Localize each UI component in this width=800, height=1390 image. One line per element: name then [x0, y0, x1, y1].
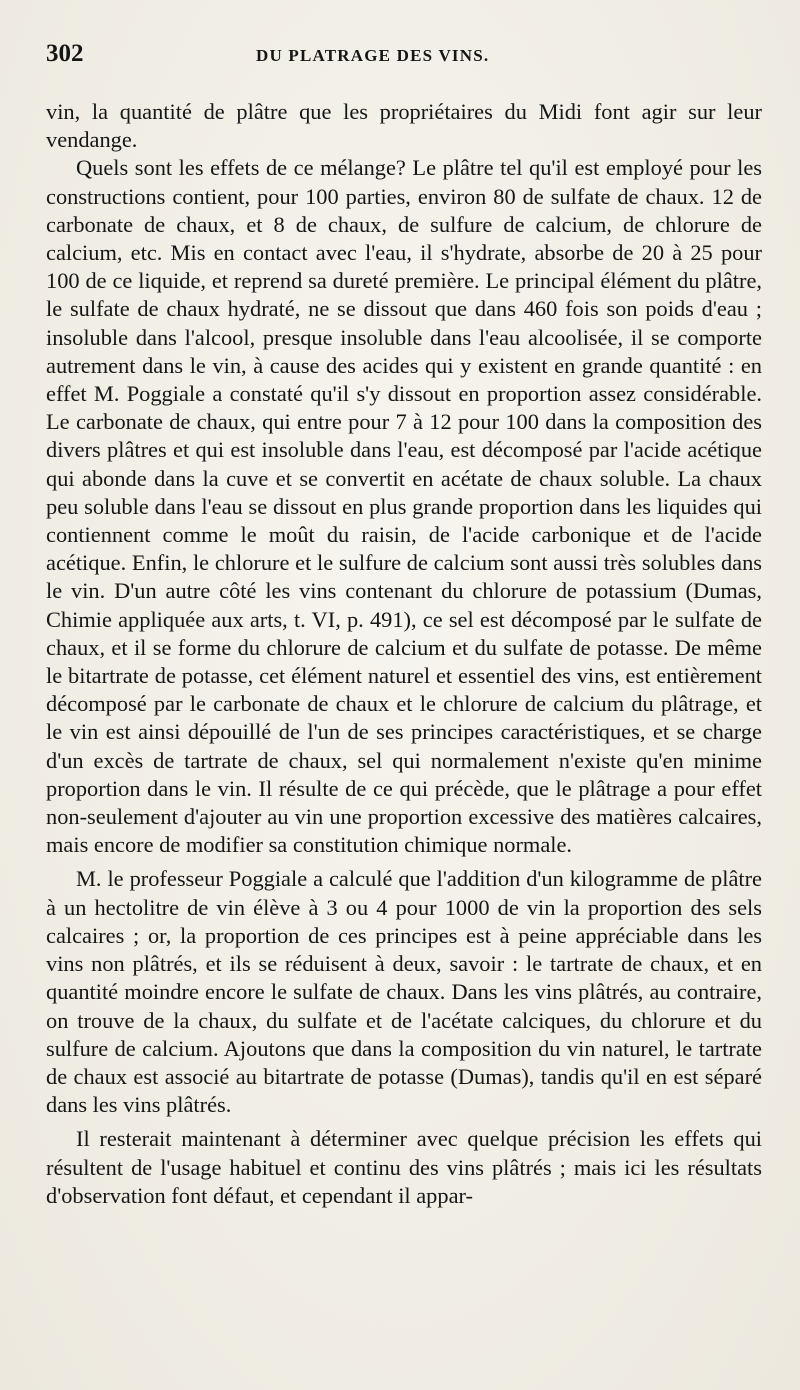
page-header: [46, 40, 762, 80]
paragraph-poggiale: M. le professeur Poggiale a calculé que l'addition d'un kilogramme de plâtre à un hectolitre de vin élève à 3 ou 4 pour 1000 de vin la proportion des sels calcaires ; or, la proportion de ces principes est à peine appréciable dans les vins non plâtrés, et ils se réduisent à deux, savoir : le tartrate de chaux, et en quantité moindre encore le sulfate de chaux. Dans les vins plâtrés, au contraire, on trouve de la chaux, du sulfate et de l'acétate calciques, du chlorure et du sulfure de calcium. Ajoutons que dans la composition du vin naturel, le tartrate de chaux est associé au bitartrate de potasse (Dumas), tandis qu'il en est séparé dans les vins plâtrés.: [46, 866, 762, 1118]
paragraph-continuation: vin, la quantité de plâtre que les propriétaires du Midi font agir sur leur vendange.: [46, 99, 762, 153]
paragraph-conclusion: Il resterait maintenant à déterminer avec quelque précision les effets qui résultent de l'usage habituel et continu des vins plâtrés ; mais ici les résultats d'observation font défaut, et cependant il appar-: [46, 1126, 762, 1208]
running-head: DU PLATRAGE DES VINS.: [256, 46, 490, 65]
page-number: 302: [46, 40, 84, 67]
body-text: [46, 98, 762, 1210]
paragraph-effects: Quels sont les effets de ce mélange? Le plâtre tel qu'il est employé pour les constructions contient, pour 100 parties, environ 80 de sulfate de chaux. 12 de carbonate de chaux, et 8 de chaux, de sulfure de calcium, de chlorure de calcium, etc. Mis en contact avec l'eau, il s'hydrate, absorbe de 20 à 25 pour 100 de ce liquide, et reprend sa dureté première. Le principal élément du plâtre, le sulfate de chaux hydraté, ne se dissout que dans 460 fois son poids d'eau ; insoluble dans l'alcool, presque insoluble dans l'eau alcoolisée, il se comporte autrement dans le vin, à cause des acides qui y existent en grande quantité : en effet M. Poggiale a constaté qu'il s'y dissout en proportion assez considérable. Le carbonate de chaux, qui entre pour 7 à 12 pour 100 dans la composition des divers plâtres et qui est insoluble dans l'eau, est décomposé par l'acide acétique qui abonde dans la cuve et se convertit en acétate de chaux soluble. La chaux peu soluble dans l'eau se dissout en plus grande proportion dans les liquides qui contiennent comme le moût du raisin, de l'acide carbonique et de l'acide acétique. Enfin, le chlorure et le sulfure de calcium sont aussi très solubles dans le vin. D'un autre côté les vins contenant du chlorure de potassium (Dumas, Chimie appliquée aux arts, t. VI, p. 491), ce sel est décomposé par le sulfate de chaux, et il se forme du chlorure de calcium et du sulfate de potasse. De même le bitartrate de potasse, cet élément naturel et essentiel des vins, est entièrement décomposé par le carbonate de chaux et le chlorure de calcium du plâtrage, et le vin est ainsi dépouillé de l'un de ses principes caractéristiques, et se charge d'un excès de tartrate de chaux, sel qui normalement n'existe qu'en minime proportion dans le vin. Il résulte de ce qui précède, que le plâtrage a pour effet non-seulement d'ajouter au vin une proportion excessive des matières calcaires, mais encore de modifier sa constitution chimique normale.: [46, 155, 762, 858]
